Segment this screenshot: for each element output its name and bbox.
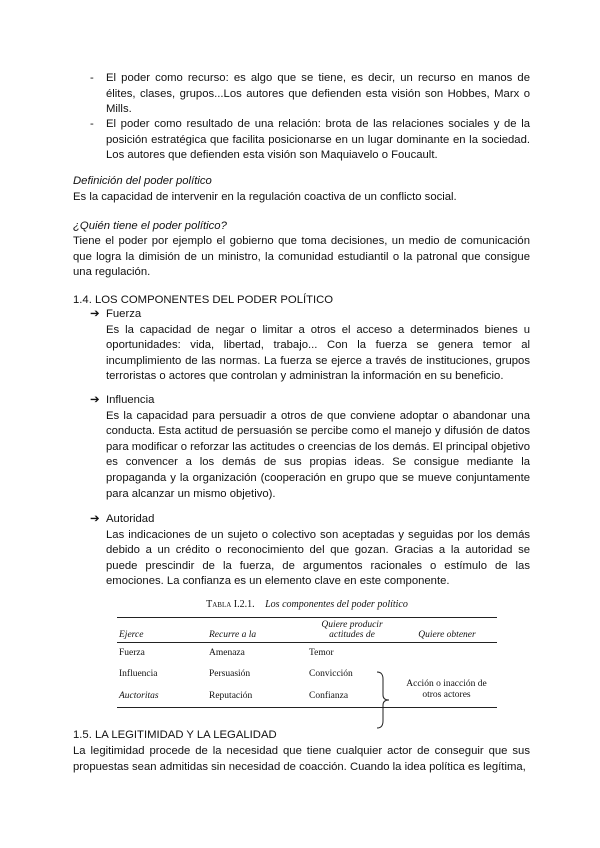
table-caption [117,597,497,613]
definition-text: Es la capacidad de intervenir en la regulación coactiva de un conflicto social. [73,191,457,203]
table-title: Los componentes del poder político [265,599,408,610]
table-cell: Amenaza [209,647,245,658]
col-header: Ejerce [119,629,144,640]
arrow-icon: ➔ [90,394,100,406]
definition-heading: Definición del poder político [73,175,212,187]
arrow-icon: ➔ [90,513,100,525]
component-title: Influencia [106,394,155,406]
table-cell: Persuasión [209,669,251,680]
table-cell: Reputación [209,690,253,701]
table-label: Tabla I.2.1. [206,599,255,610]
bullet-item [90,117,530,164]
table-header-row [117,617,497,642]
bullet-marker: - [90,72,94,84]
who-heading: ¿Quién tiene el poder político? [73,220,227,232]
component-fuerza [90,307,530,385]
brace-icon [375,671,391,729]
component-influencia [90,393,530,502]
component-title: Autoridad [106,513,155,525]
bullet-item [90,71,530,118]
component-text: Las indicaciones de un sujeto o colectivo son aceptadas y seguidas por los demás debido a un crédito o reconocimiento del que gozan. Gracias a la autoridad se puede prescindir de la fuerza, de argumentos racionales o estímulo de las emociones. La confianza es un elemento clave en este componente. [106,528,530,588]
component-autoridad [90,512,530,590]
table-cell: Auctoritas [119,690,159,701]
section-14-title: 1.4. LOS COMPONENTES DEL PODER POLÍTICO [73,294,334,306]
col-header: Recurre a la [209,629,257,640]
table-outcome: Acción o inacción de otros actores [406,678,487,700]
table-cell: Confianza [309,690,349,701]
col-header: Quiere obtener [418,629,476,640]
table-cell: Fuerza [119,647,145,658]
bullet-text: El poder como recurso: es algo que se tiene, es decir, un recurso en manos de élites, clases, grupos...Los autores que defienden esta visión son Hobbes, Marx o Mills. [106,72,530,116]
table-row [117,642,497,664]
table-cell: Influencia [119,669,158,680]
arrow-icon: ➔ [90,308,100,320]
table-cell: Convicción [309,669,353,680]
table-cell: Temor [309,647,334,658]
components-table [117,597,497,708]
bullet-text: El poder como resultado de una relación: brota de las relaciones sociales y de la posición estratégica que facilita posicionarse en un lugar dominante en la sociedad. Los autores que defienden esta visión son Maquiavelo o Foucault. [106,118,530,162]
section-15-text: La legitimidad procede de la necesidad que tiene cualquier actor de conseguir que sus propuestas sean admitidas sin necesidad de coacción. Cuando la idea política es legítima, [73,745,530,773]
who-text: Tiene el poder por ejemplo el gobierno que toma decisiones, un medio de comunicación que logra la dimisión de un ministro, la comunidad estudiantil o la patronal que consigue una regulación. [73,235,530,279]
table-cell [397,642,497,664]
bullet-marker: - [90,118,94,130]
component-title: Fuerza [106,308,142,320]
component-text: Es la capacidad de negar o limitar a otros el acceso a determinados bienes u oportunidades: vida, libertad, trabajo... Con la fuerza se genera temor al incumplimiento de las normas. La fuerza se ejerce a través de instituciones, grupos terroristas o actores que controlan y administran la información en su beneficio. [106,323,530,383]
col-header: Quiere producir actitudes de [321,619,383,640]
section-15-title: 1.5. LA LEGITIMIDAD Y LA LEGALIDAD [73,729,277,741]
component-text: Es la capacidad para persuadir a otros de que conviene adoptar o abandonar una conducta. Esta actitud de persuasión se percibe como el manejo y difusión de datos para modificar o reforzar las actitudes o creencias de los demás. El principal objetivo es convencer a los demás de sus propias ideas. Se consigue mediante la propaganda y la organización (cooperación en grupo que se mueve conjuntamente para alcanzar un mismo objetivo). [106,409,530,500]
